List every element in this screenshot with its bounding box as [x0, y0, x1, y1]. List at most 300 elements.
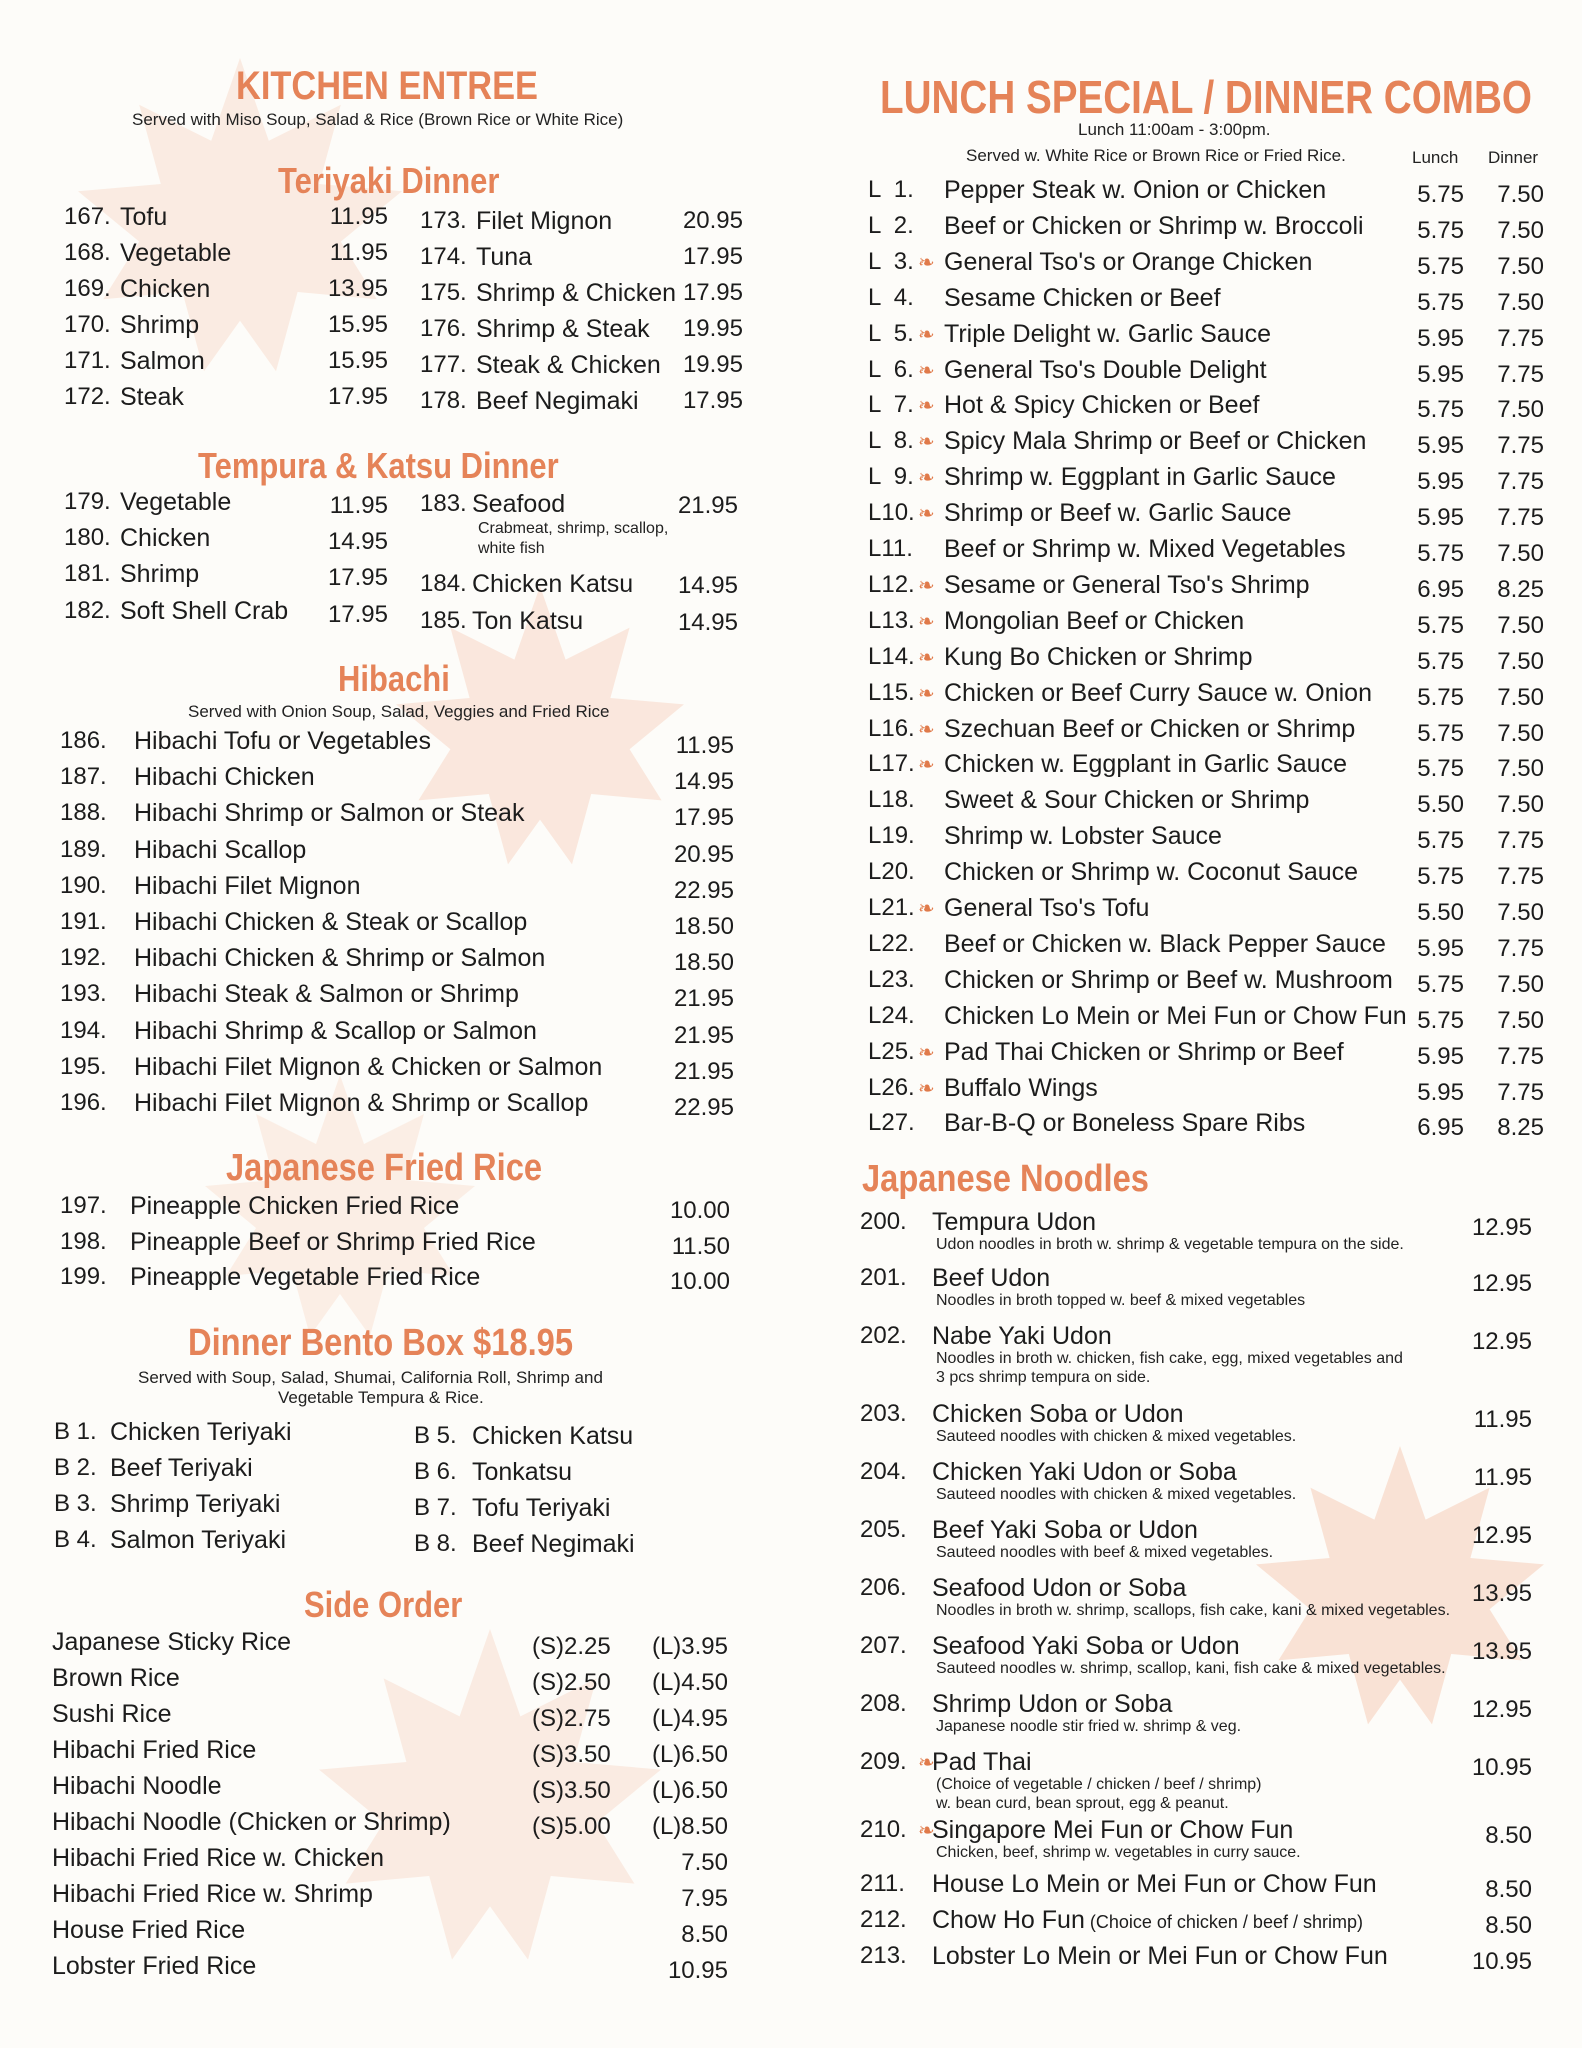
lunch-price: 5.75 — [1417, 612, 1464, 639]
lunch-special-title: LUNCH SPECIAL / DINNER COMBO — [880, 71, 1532, 123]
chili-pepper-icon: ❧ — [918, 1820, 935, 1842]
lunch-item-number: L 1. — [868, 176, 914, 203]
noodle-item-name: Lobster Lo Mein or Mei Fun or Chow Fun — [932, 1942, 1388, 1970]
menu-item-name: Shrimp — [120, 311, 200, 339]
dinner-price: 7.75 — [1497, 361, 1544, 388]
menu-item-price: 18.50 — [673, 913, 734, 940]
lunch-price: 5.75 — [1417, 648, 1464, 675]
side-item-name: Hibachi Noodle (Chicken or Shrimp) — [52, 1808, 451, 1836]
lunch-price: 5.75 — [1417, 217, 1464, 244]
menu-item-price: 22.95 — [673, 1094, 734, 1121]
lunch-item-name: Chicken or Beef Curry Sauce w. Onion — [944, 679, 1372, 707]
hibachi-title: Hibachi — [338, 658, 450, 699]
menu-item-price: 18.50 — [673, 949, 734, 976]
lunch-price: 5.50 — [1417, 899, 1464, 926]
dinner-price: 7.75 — [1497, 432, 1544, 459]
kitchen-entree-subtitle: Served with Miso Soup, Salad & Rice (Brown Rice or White Rice) — [132, 110, 624, 129]
menu-item-number: 196. — [60, 1089, 107, 1116]
menu-item-name: Ton Katsu — [472, 607, 584, 635]
menu-item-name: Hibachi Tofu or Vegetables — [134, 727, 431, 755]
menu-item-price: 21.95 — [677, 492, 738, 519]
side-item-large-price: 10.95 — [667, 1957, 728, 1984]
side-item-name: Sushi Rice — [52, 1700, 172, 1728]
lunch-item-name: General Tso's Tofu — [944, 894, 1150, 922]
menu-item-name: Tofu Teriyaki — [472, 1494, 611, 1522]
noodle-item-price: 10.95 — [1471, 1948, 1532, 1975]
dinner-price: 7.50 — [1497, 253, 1544, 280]
menu-item-name: Steak — [120, 383, 184, 411]
fried-rice-title: Japanese Fried Rice — [226, 1147, 543, 1189]
dinner-price: 7.75 — [1497, 1079, 1544, 1106]
menu-item-number: 199. — [60, 1263, 107, 1290]
side-item-name: House Fried Rice — [52, 1916, 246, 1944]
menu-item-name: Steak & Chicken — [476, 351, 661, 379]
noodle-item-note: (Choice of chicken / beef / shrimp) — [1084, 1912, 1363, 1932]
menu-item-number: 193. — [60, 980, 107, 1007]
noodle-item-description: Udon noodles in broth w. shrimp & vegetable tempura on the side. — [936, 1236, 1404, 1253]
noodle-item-number: 210. — [860, 1816, 907, 1843]
lunch-item-number: L17. — [868, 750, 915, 777]
lunch-price: 5.95 — [1417, 935, 1464, 962]
menu-item-price: 20.95 — [682, 207, 743, 234]
side-item-large-price: (L)4.50 — [651, 1669, 728, 1696]
menu-item-name: Tuna — [476, 243, 533, 271]
side-item-small-price: (S)5.00 — [532, 1813, 611, 1840]
menu-item-number: B 7. — [414, 1494, 457, 1521]
dinner-price: 7.50 — [1497, 648, 1544, 675]
noodle-item-name: House Lo Mein or Mei Fun or Chow Fun — [932, 1870, 1377, 1898]
menu-item-name: Hibachi Chicken & Shrimp or Salmon — [134, 944, 546, 972]
dinner-price: 7.75 — [1497, 863, 1544, 890]
menu-item-number: 189. — [60, 836, 107, 863]
chili-pepper-icon: ❧ — [918, 1078, 935, 1100]
side-item-small-price: (S)3.50 — [532, 1777, 611, 1804]
lunch-item-name: Shrimp w. Eggplant in Garlic Sauce — [944, 463, 1336, 491]
side-item-small-price: (S)2.50 — [532, 1669, 611, 1696]
lunch-price: 5.75 — [1417, 396, 1464, 423]
lunch-price: 5.95 — [1417, 468, 1464, 495]
noodle-item-price: 12.95 — [1471, 1522, 1532, 1549]
menu-item-number: 177. — [420, 351, 467, 378]
lunch-item-name: Szechuan Beef or Chicken or Shrimp — [944, 715, 1356, 743]
menu-item-number: 175. — [420, 279, 467, 306]
menu-item-number: 183. — [420, 490, 467, 517]
lunch-item-name: Buffalo Wings — [944, 1074, 1098, 1102]
lunch-item-name: Spicy Mala Shrimp or Beef or Chicken — [944, 427, 1367, 455]
dinner-price: 7.50 — [1497, 540, 1544, 567]
menu-item-price: 21.95 — [673, 985, 734, 1012]
noodle-item-number: 209. — [860, 1748, 907, 1775]
noodle-item-price: 12.95 — [1471, 1270, 1532, 1297]
lunch-item-number: L23. — [868, 966, 915, 993]
menu-item-price: 14.95 — [327, 528, 388, 555]
menu-item-price: 14.95 — [677, 572, 738, 599]
menu-item-number: 169. — [64, 275, 111, 302]
menu-item-name: Beef Teriyaki — [110, 1454, 253, 1482]
chili-pepper-icon: ❧ — [918, 898, 935, 920]
noodle-item-price: 8.50 — [1485, 1912, 1532, 1939]
side-item-name: Hibachi Fried Rice w. Chicken — [52, 1844, 385, 1872]
side-item-large-price: 7.50 — [681, 1849, 728, 1876]
noodle-item-description: Sauteed noodles with beef & mixed vegetables. — [936, 1544, 1274, 1561]
lunch-item-name: Sweet & Sour Chicken or Shrimp — [944, 786, 1310, 814]
menu-item-price: 17.95 — [327, 383, 388, 410]
noodle-item-description: Noodles in broth w. chicken, fish cake, egg, mixed vegetables and — [936, 1350, 1403, 1367]
lunch-item-number: L22. — [868, 930, 915, 957]
chili-pepper-icon: ❧ — [918, 575, 935, 597]
chili-pepper-icon: ❧ — [918, 503, 935, 525]
menu-item-number: 185. — [420, 607, 467, 634]
lunch-item-name: Bar-B-Q or Boneless Spare Ribs — [944, 1109, 1306, 1137]
lunch-item-name: Sesame Chicken or Beef — [944, 284, 1221, 312]
menu-item-number: 182. — [64, 597, 111, 624]
dinner-price: 7.50 — [1497, 720, 1544, 747]
lunch-price: 5.75 — [1417, 289, 1464, 316]
menu-item-name: Filet Mignon — [476, 207, 613, 235]
lunch-price: 5.95 — [1417, 432, 1464, 459]
noodle-item-price: 12.95 — [1471, 1328, 1532, 1355]
lunch-price: 5.95 — [1417, 1043, 1464, 1070]
menu-item-number: 197. — [60, 1192, 107, 1219]
menu-item-price: 17.95 — [682, 243, 743, 270]
menu-item-price: 19.95 — [682, 315, 743, 342]
noodle-item-name: Beef Udon — [932, 1264, 1051, 1292]
menu-item-price: 11.95 — [329, 492, 388, 519]
menu-item-price: 17.95 — [327, 601, 388, 628]
lunch-price: 5.75 — [1417, 863, 1464, 890]
menu-item-name: Hibachi Filet Mignon — [134, 872, 361, 900]
lunch-item-name: Kung Bo Chicken or Shrimp — [944, 643, 1253, 671]
dinner-price: 7.75 — [1497, 935, 1544, 962]
side-item-name: Japanese Sticky Rice — [52, 1628, 292, 1656]
noodle-item-number: 201. — [860, 1264, 907, 1291]
menu-item-number: 180. — [64, 524, 111, 551]
lunch-item-number: L27. — [868, 1109, 915, 1136]
menu-item-number: 176. — [420, 315, 467, 342]
lunch-item-number: L15. — [868, 679, 915, 706]
noodle-item-description: Chicken, beef, shrimp w. vegetables in curry sauce. — [936, 1844, 1301, 1861]
noodle-item-description: w. bean curd, bean sprout, egg & peanut. — [936, 1795, 1229, 1812]
dinner-price: 8.25 — [1497, 576, 1544, 603]
menu-item-name: Hibachi Filet Mignon & Chicken or Salmon — [134, 1053, 603, 1081]
chili-pepper-icon: ❧ — [918, 1042, 935, 1064]
menu-item-name: Soft Shell Crab — [120, 597, 289, 625]
menu-item-name: Hibachi Chicken — [134, 763, 315, 791]
noodle-item-price: 12.95 — [1471, 1696, 1532, 1723]
bento-title: Dinner Bento Box $18.95 — [188, 1322, 574, 1364]
lunch-item-number: L14. — [868, 643, 915, 670]
dinner-price: 7.50 — [1497, 612, 1544, 639]
right-column — [860, 0, 1560, 2048]
lunch-item-name: Shrimp or Beef w. Garlic Sauce — [944, 499, 1292, 527]
lunch-item-number: L18. — [868, 786, 915, 813]
menu-item-number: 167. — [64, 203, 111, 230]
lunch-price: 5.75 — [1417, 684, 1464, 711]
noodle-item-number: 213. — [860, 1942, 907, 1969]
lunch-item-name: Shrimp w. Lobster Sauce — [944, 822, 1222, 850]
menu-item-name: Tonkatsu — [472, 1458, 573, 1486]
menu-item-number: B 1. — [54, 1418, 97, 1445]
chili-pepper-icon: ❧ — [918, 647, 935, 669]
noodle-item-price: 11.95 — [1473, 1406, 1532, 1433]
menu-item-price: 17.95 — [673, 804, 734, 831]
menu-item-price: 21.95 — [673, 1058, 734, 1085]
lunch-price: 5.95 — [1417, 504, 1464, 531]
lunch-price: 5.75 — [1417, 827, 1464, 854]
menu-item-number: 186. — [60, 727, 107, 754]
side-item-small-price: (S)2.75 — [532, 1705, 611, 1732]
menu-item-price: 21.95 — [673, 1022, 734, 1049]
chili-pepper-icon: ❧ — [918, 467, 935, 489]
noodle-item-name: Pad Thai — [932, 1748, 1032, 1776]
lunch-price: 5.95 — [1417, 1079, 1464, 1106]
lunch-item-number: L 3. — [868, 248, 914, 275]
menu-item-number: 190. — [60, 872, 107, 899]
noodle-item-description: Japanese noodle stir fried w. shrimp & veg. — [936, 1718, 1242, 1735]
menu-item-price: 17.95 — [682, 387, 743, 414]
lunch-price: 6.95 — [1417, 1114, 1464, 1141]
menu-item-name: Shrimp & Chicken — [476, 279, 677, 307]
menu-item-price: 11.95 — [675, 732, 734, 759]
bento-subtitle-2: Vegetable Tempura & Rice. — [278, 1388, 484, 1407]
lunch-item-name: Hot & Spicy Chicken or Beef — [944, 391, 1260, 419]
dinner-price: 8.25 — [1497, 1114, 1544, 1141]
noodle-item-number: 200. — [860, 1208, 907, 1235]
lunch-item-name: Sesame or General Tso's Shrimp — [944, 571, 1310, 599]
lunch-col-header: Lunch — [1412, 148, 1459, 167]
noodle-item-description: Sauteed noodles with chicken & mixed vegetables. — [936, 1486, 1297, 1503]
noodle-item-name: Shrimp Udon or Soba — [932, 1690, 1173, 1718]
side-item-large-price: (L)6.50 — [651, 1777, 728, 1804]
menu-item-price: 15.95 — [327, 311, 388, 338]
chili-pepper-icon: ❧ — [918, 395, 935, 417]
lunch-price: 5.50 — [1417, 791, 1464, 818]
teriyaki-title: Teriyaki Dinner — [278, 160, 500, 201]
hibachi-subtitle: Served with Onion Soup, Salad, Veggies and Fried Rice — [188, 702, 610, 721]
chili-pepper-icon: ❧ — [918, 719, 935, 741]
menu-item-name: Pineapple Beef or Shrimp Fried Rice — [130, 1228, 536, 1256]
lunch-price: 5.75 — [1417, 720, 1464, 747]
menu-item-price: 17.95 — [682, 279, 743, 306]
menu-item-name: Hibachi Shrimp or Salmon or Steak — [134, 799, 525, 827]
lunch-price: 5.75 — [1417, 181, 1464, 208]
noodle-item-number: 208. — [860, 1690, 907, 1717]
menu-item-name: Shrimp — [120, 560, 200, 588]
side-item-name: Brown Rice — [52, 1664, 180, 1692]
noodle-item-name: Chicken Soba or Udon — [932, 1400, 1184, 1428]
lunch-item-number: L 2. — [868, 212, 914, 239]
noodle-item-name: Beef Yaki Soba or Udon — [932, 1516, 1198, 1544]
chili-pepper-icon: ❧ — [918, 754, 935, 776]
noodle-item-name: Tempura Udon — [932, 1208, 1096, 1236]
dinner-price: 7.75 — [1497, 504, 1544, 531]
menu-item-number: 187. — [60, 763, 107, 790]
menu-item-number: B 6. — [414, 1458, 457, 1485]
menu-item-name: Chicken — [120, 524, 211, 552]
lunch-price: 5.75 — [1417, 971, 1464, 998]
side-item-large-price: 7.95 — [681, 1885, 728, 1912]
noodle-item-price: 10.95 — [1471, 1754, 1532, 1781]
menu-item-number: B 5. — [414, 1422, 457, 1449]
menu-item-price: 22.95 — [673, 877, 734, 904]
noodle-item-description: 3 pcs shrimp tempura on side. — [936, 1369, 1151, 1386]
noodle-item-description: Sauteed noodles with chicken & mixed vegetables. — [936, 1428, 1297, 1445]
lunch-item-number: L 8. — [868, 427, 914, 454]
lunch-item-name: Chicken or Shrimp w. Coconut Sauce — [944, 858, 1359, 886]
noodle-item-number: 204. — [860, 1458, 907, 1485]
lunch-item-name: Beef or Shrimp w. Mixed Vegetables — [944, 535, 1346, 563]
menu-item-number: 192. — [60, 944, 107, 971]
lunch-item-name: Pepper Steak w. Onion or Chicken — [944, 176, 1327, 204]
lunch-hours: Lunch 11:00am - 3:00pm. — [1078, 120, 1271, 139]
noodle-item-description: (Choice of vegetable / chicken / beef / shrimp) — [936, 1776, 1262, 1793]
noodle-item-description: Sauteed noodles w. shrimp, scallop, kani, fish cake & mixed vegetables. — [936, 1660, 1446, 1677]
noodle-item-description: Noodles in broth w. shrimp, scallops, fish cake, kani & mixed vegetables. — [936, 1602, 1451, 1619]
menu-item-number: 184. — [420, 570, 467, 597]
lunch-price: 5.75 — [1417, 1007, 1464, 1034]
noodle-item-name: Nabe Yaki Udon — [932, 1322, 1112, 1350]
chili-pepper-icon: ❧ — [918, 1752, 935, 1774]
menu-item-name: Chicken — [120, 275, 211, 303]
dinner-price: 7.75 — [1497, 468, 1544, 495]
menu-item-number: 168. — [64, 239, 111, 266]
dinner-price: 7.50 — [1497, 289, 1544, 316]
lunch-served: Served w. White Rice or Brown Rice or Fried Rice. — [966, 146, 1346, 165]
menu-item-name: Salmon Teriyaki — [110, 1526, 287, 1554]
chili-pepper-icon: ❧ — [918, 324, 935, 346]
dinner-price: 7.50 — [1497, 684, 1544, 711]
menu-item-name: Hibachi Shrimp & Scallop or Salmon — [134, 1017, 537, 1045]
dinner-price: 7.50 — [1497, 971, 1544, 998]
menu-item-number: 198. — [60, 1228, 107, 1255]
chili-pepper-icon: ❧ — [918, 431, 935, 453]
menu-item-price: 15.95 — [327, 347, 388, 374]
side-order-title: Side Order — [304, 1584, 463, 1625]
menu-item-price: 14.95 — [673, 768, 734, 795]
lunch-item-number: L 7. — [868, 391, 914, 418]
menu-item-name: Beef Negimaki — [472, 1530, 635, 1558]
lunch-item-name: Pad Thai Chicken or Shrimp or Beef — [944, 1038, 1344, 1066]
side-item-small-price: (S)3.50 — [532, 1741, 611, 1768]
lunch-price: 5.75 — [1417, 253, 1464, 280]
menu-item-number: B 3. — [54, 1490, 97, 1517]
menu-item-price: 11.95 — [329, 203, 388, 230]
menu-item-number: B 4. — [54, 1526, 97, 1553]
dinner-price: 7.50 — [1497, 791, 1544, 818]
menu-item-price: 11.50 — [671, 1233, 730, 1260]
noodle-item-number: 203. — [860, 1400, 907, 1427]
menu-item-price: 13.95 — [327, 275, 388, 302]
dinner-price: 7.75 — [1497, 827, 1544, 854]
lunch-item-name: Beef or Chicken or Shrimp w. Broccoli — [944, 212, 1364, 240]
menu-item-price: 11.95 — [329, 239, 388, 266]
noodle-item-number: 211. — [860, 1870, 905, 1897]
lunch-item-number: L26. — [868, 1074, 915, 1101]
lunch-item-number: L16. — [868, 715, 915, 742]
noodle-item-price: 8.50 — [1485, 1822, 1532, 1849]
noodle-item-name: Singapore Mei Fun or Chow Fun — [932, 1816, 1294, 1844]
menu-item-price: 10.00 — [669, 1197, 730, 1224]
lunch-item-number: L 6. — [868, 356, 914, 383]
dinner-price: 7.75 — [1497, 1043, 1544, 1070]
lunch-price: 5.95 — [1417, 325, 1464, 352]
menu-item-price: 17.95 — [327, 564, 388, 591]
lunch-item-number: L13. — [868, 607, 915, 634]
noodles-title: Japanese Noodles — [862, 1158, 1149, 1200]
menu-item-number: 191. — [60, 908, 107, 935]
side-item-large-price: (L)6.50 — [651, 1741, 728, 1768]
lunch-item-name: Chicken or Shrimp or Beef w. Mushroom — [944, 966, 1393, 994]
noodle-item-number: 207. — [860, 1632, 907, 1659]
side-item-name: Hibachi Fried Rice — [52, 1736, 257, 1764]
lunch-item-number: L19. — [868, 822, 915, 849]
menu-item-name: Vegetable — [120, 488, 232, 516]
lunch-item-number: L10. — [868, 499, 915, 526]
noodle-item-name: Chow Ho Fun (Choice of chicken / beef / shrimp) — [932, 1906, 1363, 1934]
menu-item-name: Beef Negimaki — [476, 387, 639, 415]
chili-pepper-icon: ❧ — [918, 611, 935, 633]
menu-item-name: Seafood — [472, 490, 566, 518]
menu-item-name: Pineapple Chicken Fried Rice — [130, 1192, 460, 1220]
menu-item-number: B 8. — [414, 1530, 457, 1557]
lunch-item-name: Triple Delight w. Garlic Sauce — [944, 320, 1271, 348]
menu-item-name: Shrimp Teriyaki — [110, 1490, 281, 1518]
menu-item-name: Chicken Teriyaki — [110, 1418, 292, 1446]
side-item-large-price: (L)8.50 — [651, 1813, 728, 1840]
menu-item-name: Hibachi Scallop — [134, 836, 307, 864]
menu-item-name: Vegetable — [120, 239, 232, 267]
noodle-item-description: Noodles in broth topped w. beef & mixed vegetables — [936, 1292, 1306, 1309]
lunch-item-number: L25. — [868, 1038, 915, 1065]
side-item-name: Hibachi Noodle — [52, 1772, 222, 1800]
noodle-item-price: 13.95 — [1471, 1580, 1532, 1607]
menu-item-description: white fish — [478, 540, 545, 557]
dinner-price: 7.50 — [1497, 396, 1544, 423]
menu-item-number: 188. — [60, 799, 107, 826]
menu-item-number: 181. — [64, 560, 111, 587]
tempura-title: Tempura & Katsu Dinner — [198, 445, 559, 486]
lunch-item-number: L21. — [868, 894, 915, 921]
side-item-name: Hibachi Fried Rice w. Shrimp — [52, 1880, 373, 1908]
side-item-large-price: (L)3.95 — [651, 1633, 728, 1660]
menu-item-number: 172. — [64, 383, 111, 410]
lunch-item-name: General Tso's or Orange Chicken — [944, 248, 1313, 276]
lunch-item-number: L 9. — [868, 463, 914, 490]
menu-item-number: 170. — [64, 311, 111, 338]
menu-item-price: 14.95 — [677, 609, 738, 636]
noodle-item-price: 8.50 — [1485, 1876, 1532, 1903]
noodle-item-number: 206. — [860, 1574, 907, 1601]
lunch-item-name: Mongolian Beef or Chicken — [944, 607, 1245, 635]
side-item-large-price: 8.50 — [681, 1921, 728, 1948]
noodle-item-number: 212. — [860, 1906, 907, 1933]
bento-subtitle-1: Served with Soup, Salad, Shumai, California Roll, Shrimp and — [138, 1368, 603, 1387]
noodle-item-name: Seafood Yaki Soba or Udon — [932, 1632, 1240, 1660]
menu-item-name: Shrimp & Steak — [476, 315, 650, 343]
menu-item-number: 179. — [64, 488, 111, 515]
menu-item-price: 10.00 — [669, 1268, 730, 1295]
left-column — [48, 0, 838, 2048]
side-item-large-price: (L)4.95 — [651, 1705, 728, 1732]
lunch-item-name: Chicken Lo Mein or Mei Fun or Chow Fun — [944, 1002, 1407, 1030]
chili-pepper-icon: ❧ — [918, 683, 935, 705]
menu-item-name: Tofu — [120, 203, 168, 231]
noodle-item-name: Chicken Yaki Udon or Soba — [932, 1458, 1237, 1486]
noodle-item-name: Seafood Udon or Soba — [932, 1574, 1187, 1602]
lunch-item-name: Chicken w. Eggplant in Garlic Sauce — [944, 750, 1347, 778]
side-item-name: Lobster Fried Rice — [52, 1952, 257, 1980]
menu-item-name: Salmon — [120, 347, 205, 375]
